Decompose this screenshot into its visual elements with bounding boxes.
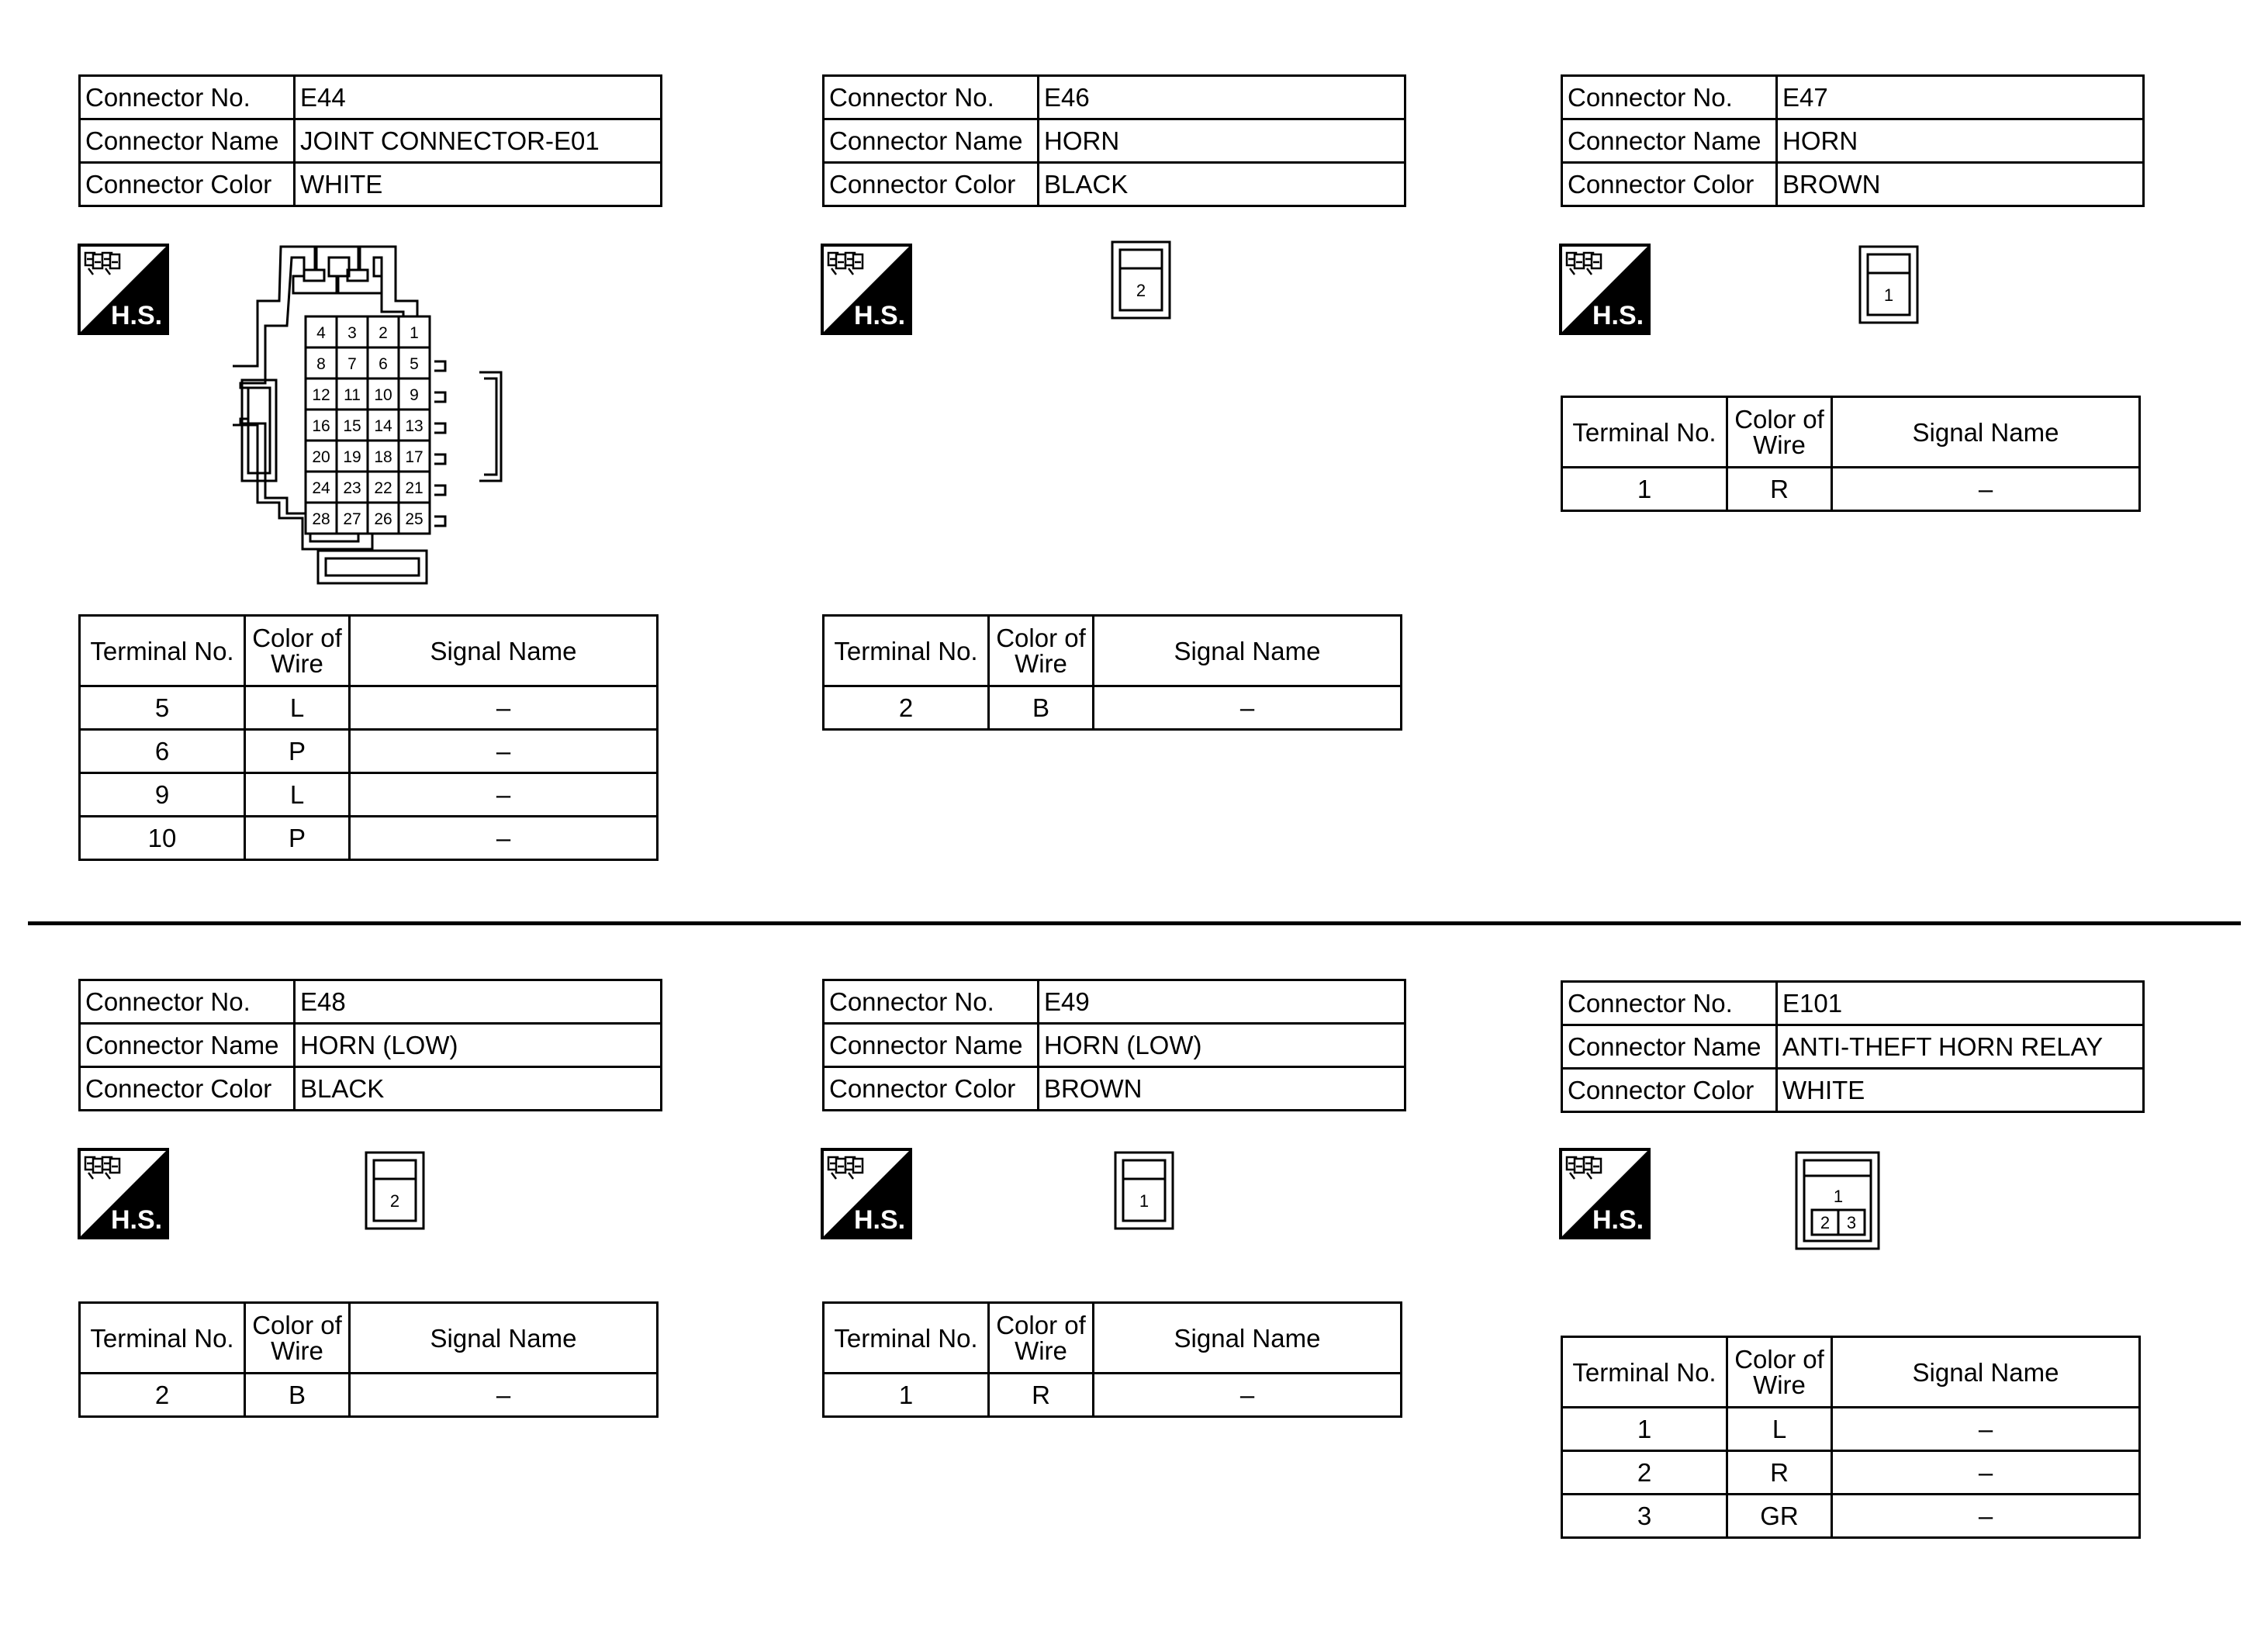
terminal-no-header: Terminal No.: [1562, 397, 1727, 468]
wire-color-header-l2: Wire: [1753, 1370, 1806, 1399]
pin-label: 6: [379, 355, 388, 373]
connector-name-value: HORN: [1039, 119, 1405, 163]
terminal-no-header: Terminal No.: [80, 1303, 245, 1374]
signal-cell: –: [350, 686, 658, 730]
connector-color-label: Connector Color: [80, 1067, 295, 1111]
terminal-cell: 10: [80, 817, 245, 860]
connector-no-value: E47: [1777, 76, 2144, 119]
terminal-table: [78, 1301, 659, 1418]
pin-label: 1: [1883, 285, 1894, 305]
terminal-table-e46: [822, 614, 1402, 731]
connector-no-value: E46: [1039, 76, 1405, 119]
pin-label: 19: [343, 448, 361, 466]
connector-face-e46: [1111, 240, 1173, 321]
connector-info-table: [78, 74, 662, 207]
table-row: [824, 686, 1402, 730]
table-row: [1562, 1451, 2140, 1495]
wire-color-header-l1: Color of: [1734, 1345, 1824, 1374]
terminal-no-header: Terminal No.: [80, 616, 245, 686]
pin-label: 22: [374, 479, 392, 497]
table-row: [824, 1374, 1402, 1417]
connector-face-e49: [1114, 1151, 1176, 1232]
connector-name-label: Connector Name: [80, 1024, 295, 1067]
terminal-no-header: Terminal No.: [1562, 1337, 1727, 1408]
signal-cell: –: [1832, 1495, 2140, 1538]
connector-no-label: Connector No.: [80, 76, 295, 119]
wire-color-cell: L: [245, 773, 350, 817]
signal-name-header: Signal Name: [350, 1303, 658, 1374]
wire-color-header-l1: Color of: [1734, 405, 1824, 434]
connector-color-value: BLACK: [1039, 163, 1405, 206]
pin-label: 4: [316, 324, 326, 342]
wire-color-cell: L: [245, 686, 350, 730]
connector-color-label: Connector Color: [1562, 163, 1777, 206]
connector-face-e44: [233, 240, 520, 597]
pin-label: 2: [1820, 1213, 1831, 1232]
harness-side-icon: [821, 1148, 912, 1239]
pin-label: 13: [405, 417, 424, 435]
wire-color-header: [989, 1303, 1094, 1374]
connector-panel-e44: [78, 74, 662, 207]
connector-name-value: HORN (LOW): [295, 1024, 662, 1067]
wire-color-header-l1: Color of: [252, 624, 342, 652]
terminal-table-e44: [78, 614, 659, 861]
wire-color-header-l1: Color of: [996, 624, 1086, 652]
signal-cell: –: [1832, 1451, 2140, 1495]
wire-color-cell: GR: [1727, 1495, 1832, 1538]
wire-color-header-l2: Wire: [1753, 430, 1806, 459]
signal-cell: –: [350, 730, 658, 773]
connector-panel-e47: [1561, 74, 2145, 207]
connector-color-label: Connector Color: [824, 163, 1039, 206]
pin-label: 26: [374, 510, 392, 528]
connector-no-label: Connector No.: [824, 980, 1039, 1024]
pin-label: 11: [344, 386, 361, 404]
connector-info-table: [822, 74, 1406, 207]
hs-label: H.S.: [110, 301, 163, 330]
connector-color-value: BROWN: [1039, 1067, 1405, 1111]
signal-name-header: Signal Name: [1832, 1337, 2140, 1408]
pin-label: 3: [347, 324, 357, 342]
signal-name-header: Signal Name: [350, 616, 658, 686]
connector-name-label: Connector Name: [824, 1024, 1039, 1067]
pin-label: 23: [343, 479, 361, 497]
pin-label: 27: [343, 510, 361, 528]
harness-side-icon: [1559, 244, 1651, 335]
connector-panel-e48: [78, 979, 662, 1111]
table-row: [80, 1374, 658, 1417]
wire-color-cell: B: [989, 686, 1094, 730]
hs-label: H.S.: [1592, 301, 1644, 330]
terminal-cell: 1: [1562, 1408, 1727, 1451]
wire-color-header-l1: Color of: [252, 1311, 342, 1339]
terminal-table-e101: [1561, 1336, 2141, 1539]
pin-grid: [306, 316, 430, 534]
pin-label: 28: [312, 510, 330, 528]
pin-label: 17: [405, 448, 424, 466]
signal-cell: –: [1094, 686, 1402, 730]
terminal-table: [1561, 396, 2141, 512]
pin-label: 1: [410, 324, 419, 342]
terminal-cell: 1: [1562, 468, 1727, 511]
signal-cell: –: [350, 1374, 658, 1417]
wire-color-header-l2: Wire: [271, 649, 323, 678]
signal-cell: –: [1094, 1374, 1402, 1417]
pin-label: 12: [312, 386, 330, 404]
terminal-cell: 5: [80, 686, 245, 730]
connector-name-label: Connector Name: [1562, 1025, 1777, 1069]
pin-label: 7: [347, 355, 357, 373]
connector-face-e101: [1795, 1151, 1882, 1252]
terminal-table: [822, 614, 1402, 731]
terminal-table: [1561, 1336, 2141, 1539]
connector-name-label: Connector Name: [824, 119, 1039, 163]
connector-color-value: BROWN: [1777, 163, 2144, 206]
connector-color-label: Connector Color: [824, 1067, 1039, 1111]
connector-name-label: Connector Name: [1562, 119, 1777, 163]
wire-color-cell: R: [1727, 468, 1832, 511]
pin-label: 2: [389, 1191, 400, 1211]
connector-panel-e101: [1561, 980, 2145, 1113]
pin-label: 5: [410, 355, 419, 373]
wire-color-header: [245, 616, 350, 686]
terminal-cell: 3: [1562, 1495, 1727, 1538]
wire-color-cell: P: [245, 817, 350, 860]
terminal-table: [822, 1301, 1402, 1418]
connector-name-label: Connector Name: [80, 119, 295, 163]
pin-label: 18: [374, 448, 392, 466]
signal-name-header: Signal Name: [1094, 1303, 1402, 1374]
signal-name-header: Signal Name: [1832, 397, 2140, 468]
terminal-cell: 2: [824, 686, 989, 730]
signal-cell: –: [350, 773, 658, 817]
connector-panel-e46: [822, 74, 1406, 207]
signal-cell: –: [350, 817, 658, 860]
connector-name-value: HORN: [1777, 119, 2144, 163]
terminal-no-header: Terminal No.: [824, 616, 989, 686]
pin-label: 20: [312, 448, 330, 466]
pin-label: 14: [374, 417, 392, 435]
pin-label: 15: [343, 417, 361, 435]
terminal-cell: 1: [824, 1374, 989, 1417]
pin-label: 2: [1136, 281, 1146, 300]
table-row: [80, 686, 658, 730]
pin-label: 21: [405, 479, 424, 497]
wire-color-cell: P: [245, 730, 350, 773]
terminal-cell: 9: [80, 773, 245, 817]
signal-cell: –: [1832, 1408, 2140, 1451]
connector-no-value: E101: [1777, 982, 2144, 1025]
hs-label: H.S.: [853, 301, 906, 330]
hs-label: H.S.: [1592, 1205, 1644, 1235]
table-row: [80, 773, 658, 817]
connector-name-value: JOINT CONNECTOR-E01: [295, 119, 662, 163]
connector-info-table: [822, 979, 1406, 1111]
connector-no-value: E49: [1039, 980, 1405, 1024]
terminal-table-e48: [78, 1301, 659, 1418]
table-row: [1562, 1495, 2140, 1538]
wire-color-header-l2: Wire: [1015, 649, 1067, 678]
connector-info-table: [78, 979, 662, 1111]
connector-color-label: Connector Color: [80, 163, 295, 206]
connector-no-label: Connector No.: [80, 980, 295, 1024]
wire-color-cell: R: [989, 1374, 1094, 1417]
pin-label: 3: [1846, 1213, 1857, 1232]
pin-label: 8: [316, 355, 326, 373]
terminal-cell: 6: [80, 730, 245, 773]
wire-color-cell: L: [1727, 1408, 1832, 1451]
pin-label: 16: [312, 417, 330, 435]
terminal-table-e49: [822, 1301, 1402, 1418]
terminal-table: [78, 614, 659, 861]
table-row: [80, 730, 658, 773]
pin-label: 2: [379, 324, 388, 342]
terminal-no-header: Terminal No.: [824, 1303, 989, 1374]
signal-cell: –: [1832, 468, 2140, 511]
wire-color-cell: B: [245, 1374, 350, 1417]
section-divider: [28, 921, 2241, 925]
table-row: [1562, 468, 2140, 511]
pin-label: 25: [405, 510, 424, 528]
connector-info-table: [1561, 980, 2145, 1113]
pin-label: 24: [312, 479, 330, 497]
wire-color-cell: R: [1727, 1451, 1832, 1495]
pin-label: 1: [1833, 1187, 1844, 1206]
connector-no-value: E48: [295, 980, 662, 1024]
pin-label: 10: [374, 386, 392, 404]
hs-label: H.S.: [853, 1205, 906, 1235]
connector-color-value: WHITE: [1777, 1069, 2144, 1112]
wire-color-header: [245, 1303, 350, 1374]
terminal-table-e47: [1561, 396, 2141, 512]
pin-label: 9: [410, 386, 419, 404]
wire-color-header-l2: Wire: [1015, 1336, 1067, 1365]
terminal-cell: 2: [1562, 1451, 1727, 1495]
harness-side-icon: [78, 1148, 169, 1239]
pin-label: 1: [1139, 1191, 1150, 1211]
harness-side-icon: [1559, 1148, 1651, 1239]
hs-label: H.S.: [110, 1205, 163, 1235]
connector-color-value: WHITE: [295, 163, 662, 206]
connector-face-e47: [1858, 245, 1920, 326]
connector-color-value: BLACK: [295, 1067, 662, 1111]
connector-name-value: HORN (LOW): [1039, 1024, 1405, 1067]
wire-color-header-l1: Color of: [996, 1311, 1086, 1339]
connector-name-value: ANTI-THEFT HORN RELAY: [1777, 1025, 2144, 1069]
connector-no-label: Connector No.: [1562, 982, 1777, 1025]
wire-color-header: [1727, 1337, 1832, 1408]
connector-no-label: Connector No.: [824, 76, 1039, 119]
terminal-cell: 2: [80, 1374, 245, 1417]
table-row: [1562, 1408, 2140, 1451]
connector-no-label: Connector No.: [1562, 76, 1777, 119]
wire-color-header-l2: Wire: [271, 1336, 323, 1365]
harness-side-icon: [78, 244, 169, 335]
connector-panel-e49: [822, 979, 1406, 1111]
wire-color-header: [989, 616, 1094, 686]
harness-side-icon: [821, 244, 912, 335]
table-row: [80, 817, 658, 860]
connector-no-value: E44: [295, 76, 662, 119]
connector-color-label: Connector Color: [1562, 1069, 1777, 1112]
connector-info-table: [1561, 74, 2145, 207]
wire-color-header: [1727, 397, 1832, 468]
connector-face-e48: [365, 1151, 427, 1232]
signal-name-header: Signal Name: [1094, 616, 1402, 686]
